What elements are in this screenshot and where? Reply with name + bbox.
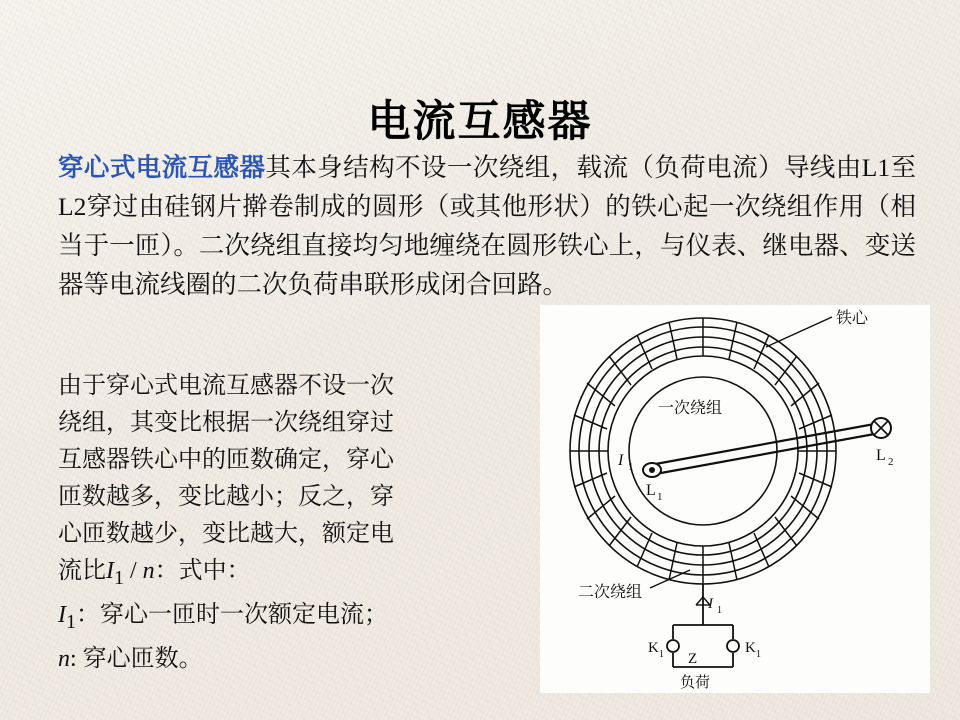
label-i1-bottom: I (708, 596, 713, 612)
paragraph-ratio-line-5: 心匝数越少，变比越大，额定电 (58, 521, 394, 547)
label-l1: L (646, 482, 656, 499)
label-i1: I (618, 452, 624, 469)
figure-svg (540, 305, 930, 693)
page-title: 电流互感器 (367, 99, 593, 146)
label-core: 铁心 (836, 310, 869, 327)
symbol-i-def: I (58, 601, 66, 628)
figure-background (540, 305, 930, 693)
paragraph-ratio-line-8 (58, 641, 488, 678)
symbol-i: I (106, 558, 114, 584)
label-l1-sub: 1 (657, 491, 663, 503)
terminal-k1-right (727, 640, 739, 652)
terminal-k1-left (667, 640, 679, 652)
paragraph-ratio-line-1: 由于穿心式电流互感器不设一次 (58, 373, 394, 399)
paragraph-ratio-line-4: 匝数越多，变比越小；反之，穿 (58, 484, 394, 510)
label-i1-bottom-sub: 1 (717, 605, 722, 616)
symbol-i-def-text: ：穿心一匝时一次额定电流； (76, 601, 388, 628)
label-load: 负荷 (680, 675, 711, 691)
symbol-n-def-text: : 穿心匝数。 (70, 645, 203, 672)
symbol-n-def: n (58, 645, 70, 672)
paragraph-intro (58, 148, 916, 304)
label-z: Z (688, 651, 698, 667)
label-secondary-winding: 二次绕组 (578, 584, 643, 601)
paragraph-ratio-line-6 (58, 553, 488, 597)
ratio-divider: / (124, 558, 143, 584)
paragraph-intro-body: 其本身结构不设一次绕组，载流（负荷电流）导线由L1至L2穿过由硅钢片擀卷制成的圆形（或其他形状）的铁心起一次绕组作用（相当于一匝）。二次绕组直接均匀地缠绕在圆形铁心上，与仪表、继电器、变送器等电流线圈的二次负荷串联形成闭合回路。 (58, 153, 916, 299)
figure-current-transformer (540, 305, 930, 693)
label-primary-winding: 一次绕组 (658, 400, 723, 417)
paragraph-intro-highlight: 穿心式电流互感器 (58, 153, 266, 182)
ratio-suffix: ：式中： (154, 558, 251, 584)
label-k1-right: K (745, 640, 756, 656)
label-i1-sub: 1 (628, 461, 634, 473)
paragraph-ratio-line-3: 互感器铁心中的匝数确定，穿心 (58, 447, 394, 473)
paragraph-ratio-line-2: 绕组，其变比根据一次绕组穿过 (58, 410, 394, 436)
paragraph-ratio-line-7 (58, 597, 488, 641)
label-l2: L (876, 447, 886, 464)
label-k1-left: K (648, 640, 659, 656)
paragraph-ratio (58, 368, 488, 678)
label-k1-right-sub: 1 (756, 649, 761, 660)
label-l2-sub: 2 (888, 456, 894, 468)
symbol-i-sub: 1 (114, 566, 124, 589)
symbol-n: n (142, 558, 155, 584)
label-k1-left-sub: 1 (659, 649, 664, 660)
symbol-i-def-sub: 1 (66, 610, 76, 633)
ratio-prefix: 流比 (58, 558, 106, 584)
